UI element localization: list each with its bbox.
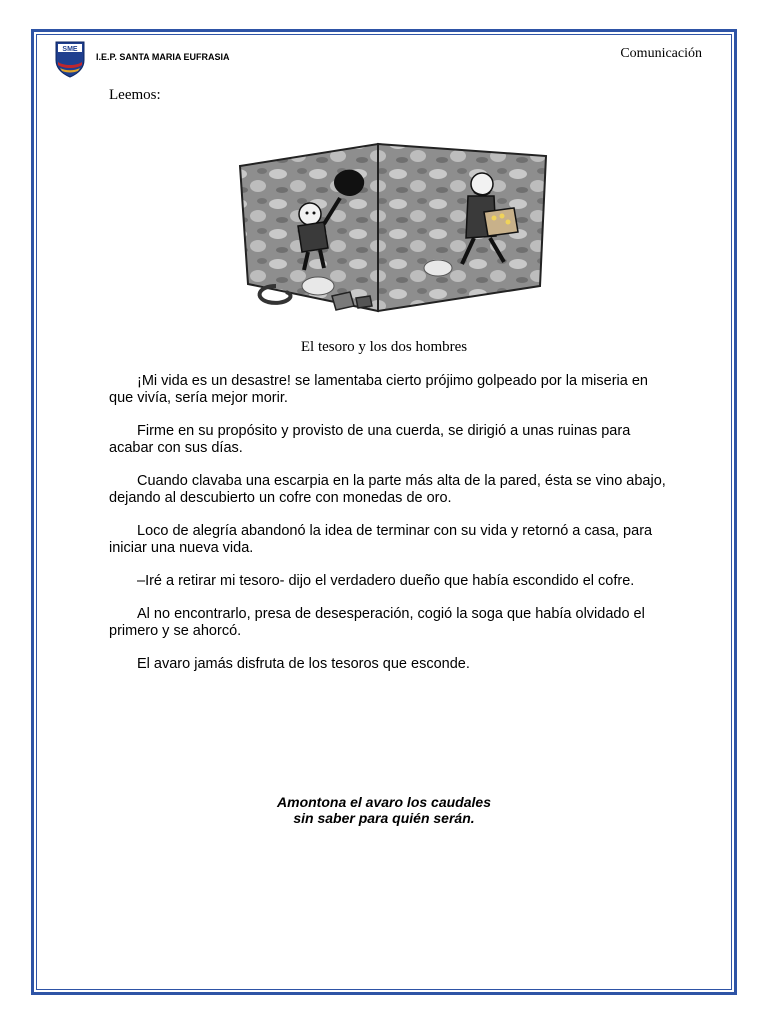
- intro-label: Leemos:: [109, 87, 161, 103]
- treasure-wall-illustration: [228, 136, 550, 324]
- story-paragraph: Al no encontrarlo, presa de desesperación, cogió la soga que había olvidado el primero y se ahorcó.: [109, 606, 645, 639]
- school-logo-icon: [54, 40, 86, 78]
- subject-label: Comunicación: [620, 46, 702, 61]
- moral-line-1: Amontona el avaro los caudales: [277, 794, 491, 810]
- story-paragraph: ¡Mi vida es un desastre! se lamentaba cierto prójimo golpeado por la miseria en que vivía, sería mejor morir.: [109, 373, 648, 406]
- story-paragraph: –Iré a retirar mi tesoro- dijo el verdadero dueño que había escondido el cofre.: [137, 573, 635, 589]
- logo-text: SME: [62, 46, 78, 53]
- school-name: I.E.P. SANTA MARIA EUFRASIA: [96, 52, 230, 62]
- story-title: El tesoro y los dos hombres: [300, 339, 468, 355]
- story-body: [109, 373, 669, 689]
- moral-text: [0, 794, 768, 826]
- story-paragraph: Loco de alegría abandonó la idea de terminar con su vida y retornó a casa, para iniciar una nueva vida.: [109, 523, 653, 556]
- moral-line-2: sin saber para quién serán.: [293, 810, 475, 826]
- story-paragraph: Firme en su propósito y provisto de una cuerda, se dirigió a unas ruinas para acabar con sus días.: [109, 423, 631, 456]
- story-paragraph: Cuando clavaba una escarpia en la parte más alta de la pared, ésta se vino abajo, dejando al descubierto un cofre con monedas de oro.: [109, 473, 666, 506]
- story-paragraph: El avaro jamás disfruta de los tesoros que esconde.: [137, 656, 470, 672]
